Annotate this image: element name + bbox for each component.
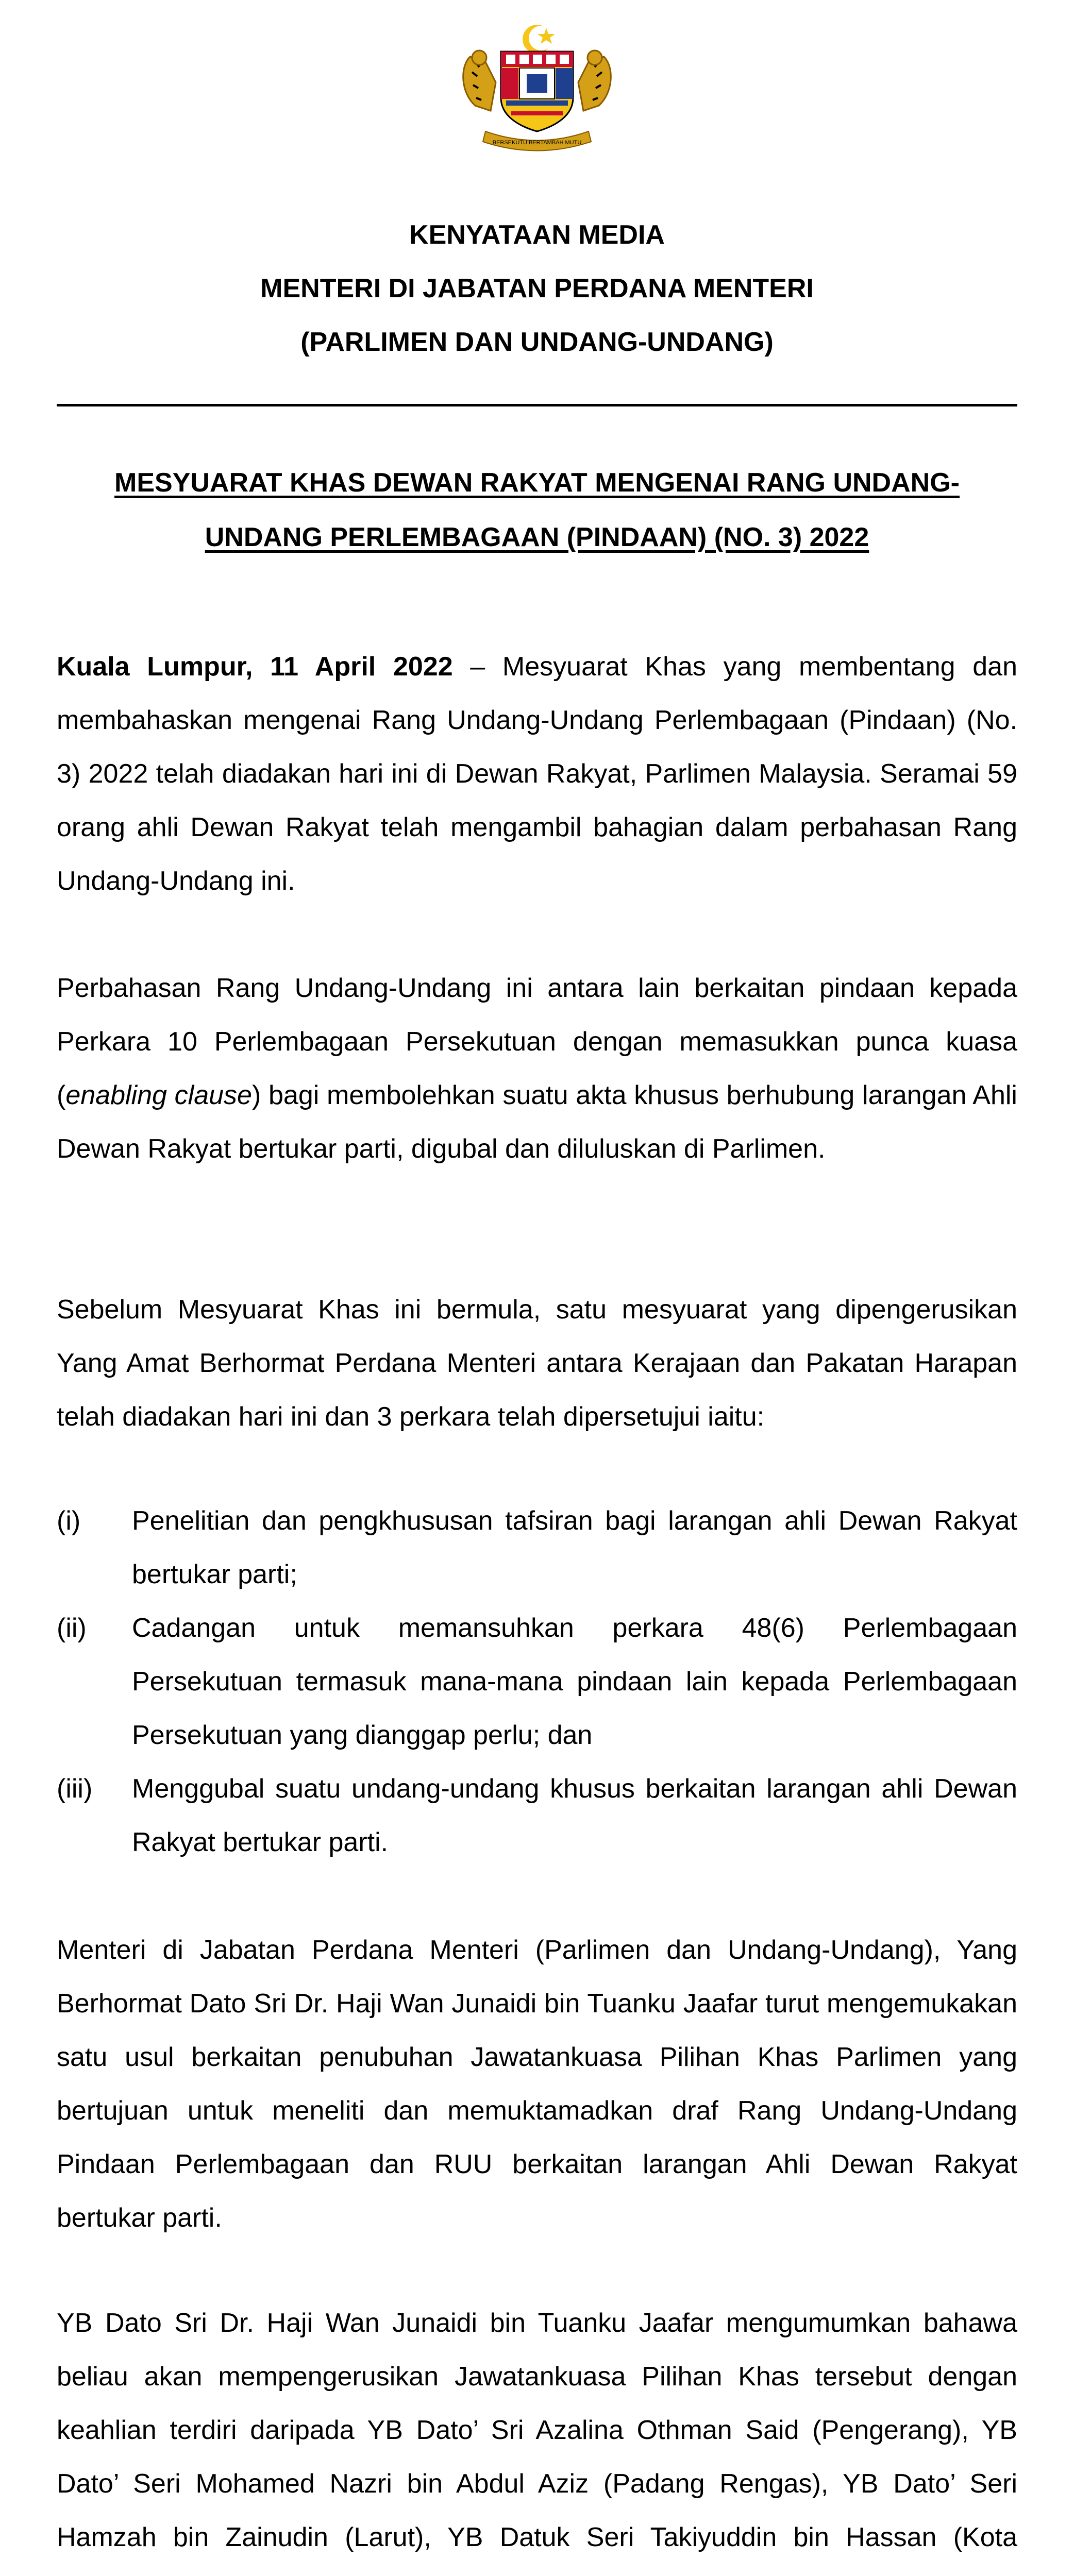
list-item-text: Cadangan untuk memansuhkan perkara 48(6) Perlembagaan Persekutuan termasuk mana-mana pindaan lain kepada Perlembagaan Persekutuan yang dianggap perlu; dan <box>132 1613 1017 1750</box>
paragraph-3: Sebelum Mesyuarat Khas ini bermula, satu mesyuarat yang dipengerusikan Yang Amat Berhormat Perdana Menteri antara Kerajaan dan Pakatan Harapan telah diadakan hari ini dan 3 perkara telah dipersetujui iaitu: <box>57 1295 1017 1432</box>
list-item-number: (i) <box>57 1506 81 1536</box>
paragraph-2-italic: enabling clause <box>65 1080 252 1110</box>
coat-of-arms-icon <box>455 21 619 155</box>
list-item <box>57 1762 1017 1869</box>
list-item-text: Menggubal suatu undang-undang khusus berkaitan larangan ahli Dewan Rakyat bertukar parti. <box>132 1774 1017 1857</box>
header-kenyataan-media: KENYATAAN MEDIA <box>409 220 665 250</box>
header-portfolio: (PARLIMEN DAN UNDANG-UNDANG) <box>300 327 774 357</box>
paragraph-2 <box>57 961 1017 1176</box>
header-ministry: MENTERI DI JABATAN PERDANA MENTERI <box>260 274 814 303</box>
list-item <box>57 1601 1017 1762</box>
crest-motto: BERSEKUTU BERTAMBAH MUTU <box>492 140 582 146</box>
list-item-text: Penelitian dan pengkhususan tafsiran bagi larangan ahli Dewan Rakyat bertukar parti; <box>132 1506 1017 1589</box>
paragraph-4: Menteri di Jabatan Perdana Menteri (Parlimen dan Undang-Undang), Yang Berhormat Dato Sri Dr. Haji Wan Junaidi bin Tuanku Jaafar turut mengemukakan satu usul berkaitan penubuhan Jawatankuasa Pilihan Khas Parlimen yang bertujuan untuk meneliti dan memuktamadkan draf Rang Undang-Undang Pindaan Perlembagaan dan RUU berkaitan larangan Ahli Dewan Rakyat bertukar parti. <box>57 1935 1017 2233</box>
divider-line <box>57 404 1017 406</box>
paragraph-2-part-a: Perbahasan Rang Undang-Undang ini antara lain berkaitan pindaan kepada Perkara 10 Perlembagaan Persekutuan dengan memasukkan punca kuasa ( <box>57 973 1017 1110</box>
list-item-number: (iii) <box>57 1774 93 1804</box>
paragraph-1-lead: Kuala Lumpur, 11 April 2022 <box>57 652 453 682</box>
list-item <box>57 1494 1017 1601</box>
paragraph-1-body: – Mesyuarat Khas yang membentang dan membahaskan mengenai Rang Undang-Undang Perlembagaan (Pindaan) (No. 3) 2022 telah diadakan hari ini di Dewan Rakyat, Parlimen Malaysia. Seramai 59 orang ahli Dewan Rakyat telah mengambil bahagian dalam perbahasan Rang Undang-Undang ini. <box>57 652 1017 896</box>
agreement-list <box>57 1494 1017 1869</box>
page-title: MESYUARAT KHAS DEWAN RAKYAT MENGENAI RANG UNDANG-UNDANG PERLEMBAGAAN (PINDAAN) (NO. 3) 2022 <box>114 468 960 552</box>
paragraph-2-part-b: ) bagi membolehkan suatu akta khusus berhubung larangan Ahli Dewan Rakyat bertukar parti, digubal dan diluluskan di Parlimen. <box>57 1080 1017 1164</box>
paragraph-1 <box>57 640 1017 908</box>
paragraph-5: YB Dato Sri Dr. Haji Wan Junaidi bin Tuanku Jaafar mengumumkan bahawa beliau akan mempengerusikan Jawatankuasa Pilihan Khas tersebut dengan keahlian terdiri daripada YB Dato’ Sri Azalina Othman Said (Pengerang), YB Dato’ Seri Mohamed Nazri bin Abdul Aziz (Padang Rengas), YB Dato’ Seri Hamzah bin Zainudin (Larut), YB Datuk Seri Takiyuddin bin Hassan (Kota <box>57 2308 1017 2552</box>
list-item-number: (ii) <box>57 1613 87 1643</box>
